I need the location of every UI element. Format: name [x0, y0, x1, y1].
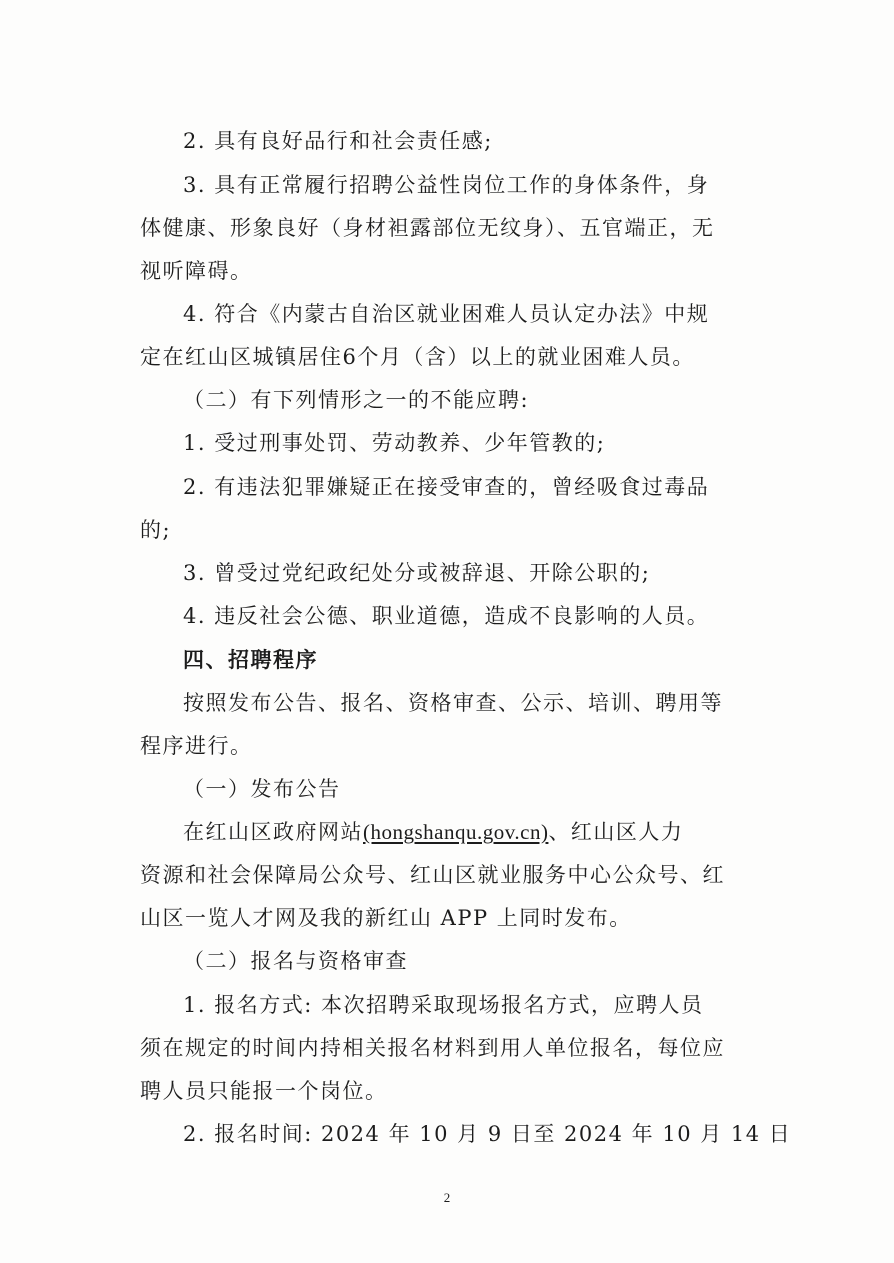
- text-line: 程序进行。: [140, 734, 253, 758]
- text-line: 4. 符合《内蒙古自治区就业困难人员认定办法》中规: [183, 302, 710, 326]
- text-line: 山区一览人才网及我的新红山 APP 上同时发布。: [140, 906, 632, 930]
- text-line: 2. 具有良好品行和社会责任感;: [183, 129, 493, 153]
- text-line: 4. 违反社会公德、职业道德，造成不良影响的人员。: [183, 604, 710, 628]
- text-segment: 、红山区人力: [548, 820, 684, 844]
- text-line: 按照发布公告、报名、资格审查、公示、培训、聘用等: [183, 691, 723, 715]
- text-line: 资源和社会保障局公众号、红山区就业服务中心公众号、红: [140, 863, 725, 887]
- page-number: 2: [443, 1190, 451, 1205]
- text-line: 体健康、形象良好（身材袒露部位无纹身）、五官端正，无: [140, 216, 715, 240]
- text-segment: 在红山区政府网站: [183, 820, 363, 844]
- section-subheading: （二）有下列情形之一的不能应聘:: [183, 388, 530, 412]
- text-line: 2. 有违法犯罪嫌疑正在接受审查的，曾经吸食过毒品: [183, 475, 710, 499]
- website-link[interactable]: (hongshanqu.gov.cn): [363, 820, 549, 844]
- text-line: 1. 受过刑事处罚、劳动教养、少年管教的;: [183, 431, 606, 455]
- text-line: 定在红山区城镇居住6个月（含）以上的就业困难人员。: [140, 345, 695, 369]
- section-subheading: （二）报名与资格审查: [183, 949, 408, 973]
- text-line: 的;: [140, 518, 172, 542]
- section-heading: 四、招聘程序: [183, 648, 318, 672]
- text-line: 视听障碍。: [140, 259, 253, 283]
- section-subheading: （一）发布公告: [183, 777, 341, 801]
- text-line: 1. 报名方式: 本次招聘采取现场报名方式，应聘人员: [183, 993, 704, 1017]
- text-line: 3. 具有正常履行招聘公益性岗位工作的身体条件，身: [183, 173, 710, 197]
- text-line: [183, 817, 683, 847]
- text-line: 3. 曾受过党纪政纪处分或被辞退、开除公职的;: [183, 561, 651, 585]
- text-line: 须在规定的时间内持相关报名材料到用人单位报名，每位应: [140, 1036, 725, 1060]
- text-line: 聘人员只能报一个岗位。: [140, 1079, 388, 1103]
- text-line: 2. 报名时间: 2024 年 10 月 9 日至 2024 年 10 月 14 日: [183, 1122, 792, 1146]
